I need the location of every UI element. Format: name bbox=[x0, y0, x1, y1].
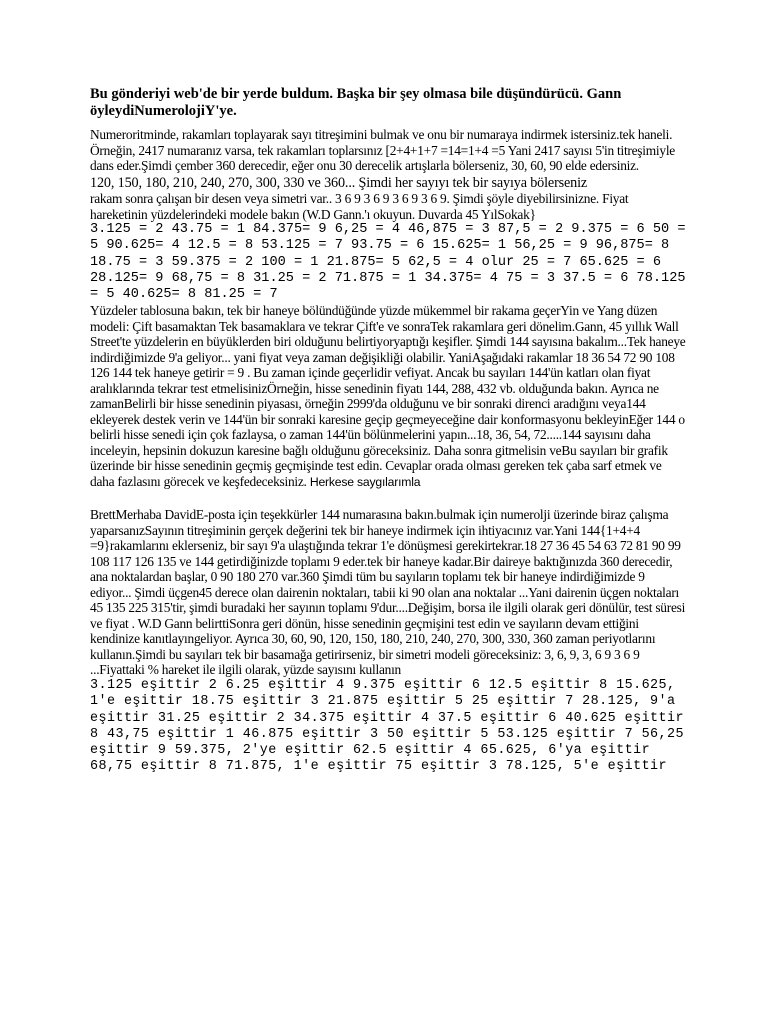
document-page bbox=[90, 86, 688, 776]
reply-paragraph: BrettMerhaba DavidE-posta için teşekkürler 144 numarasına bakın.bulmak için numerolji üzerinde biraz çalışma yaparsanızSayının titreşiminin gerçek değerini tek bir haneye indirmek için ihtiyacınız var.Yani 144{1+4+4 =9}rakamlarını eklerseniz, bir sayı 9'a ulaştığında tekrar 1'e dönüşmesi gerekirtekrar.18 27 36 45 54 63 72 81 90 99 108 117 126 135 ve 144 getirdiğinizde toplamı 9 eder.tek bir haneye kadar.Bir daireye baktığınızda 360 derecedir, ana noktalardan başlar, 0 90 180 270 var.360 Şimdi tüm bu sayıların toplamı tek bir haneye indirdiğimizde 9 ediyor... Şimdi üçgen45 derece olan dairenin noktaları, tabii ki 90 olan ana noktalar ...Yani dairenin üçgen noktaları 45 135 225 315'tir, şimdi buradaki her sayının toplamı 9'dur....Değişim, borsa ile ilgili olarak geri dönülür, test süresi ve fiyat . W.D Gann belirttiSonra geri dönün, hisse senedinin geçmişini test edin ve sayıların devam ettiğini kendinize kanıtlayıngeliyor. Ayrıca 30, 60, 90, 120, 150, 180, 210, 240, 270, 300, 330, 360 zaman periyotlarını kullanın.Şimdi bu sayıları tek bir basamağa getirirseniz, bir simetri modeli göreceksiniz: 3, 6, 9, 3, 6 9 3 6 9 ...Fiyattaki % hareket ile ilgili olarak, yüzde sayısını kullanın bbox=[90, 507, 686, 678]
symmetry-paragraph: rakam sonra çalışan bir desen veya simetri var.. 3 6 9 3 6 9 3 6 9 3 6 9. Şimdi şöyle diyebilirsinizne. Fiyat hareketinin yüzdelerindeki modele bakın (W.D Gann.'ı okuyun. Duvarda 45 YılSokak} bbox=[90, 191, 629, 222]
closing-text: Cevaplar orada olması gereken tek çaba sarf etmek ve daha fazlasını görecek ve keşfedeceksiniz. bbox=[90, 458, 662, 489]
greeting-text: Herkese saygılarımla bbox=[306, 474, 421, 489]
analysis-text: Yüzdeler tablosuna bakın, tek bir haneye bölündüğünde yüzde mükemmel bir rakama geçerYin ve Yang düzen modeli: Çift basamaktan Tek basamaklara ve tekrar Çift'e ve sonraTek rakamlara geri dönelim.Gann, 45 yıllık Wall Street'te yüzdelerin en büyüklerden biri olduğunu belirtiyoryaptığı keşifler. Şimdi 144 sayısına bakalım...Tek haneye indirdiğimizde 9'a geliyor... yani fiyat veya zaman değişikliği olabilir. YaniAşağıdaki rakamlar 18 36 54 72 90 108 126 144 tek haneye getirir = 9 . Bu zaman içinde geçerlidir vefiyat. Ancak bu sayıları 144'ün katları olan fiyat aralıklarında tekrar test etmelisinizÖrneğin, hisse senedinin fiyatı 144, 288, 432 vb. olduğunda bakın. Ayrıca ne zamanBelirli bir hisse senedinin piyasası, örneğin 2999'da olduğunu ve bir sonraki direnci aradığını veya144 ekleyerek destek verin ve 144'ün bir sonraki karesine geçip geçmeyeceğine dair konformasyonu bekleyinEğer 144 o belirli hisse senedi için çok fazlaysa, o zaman 144'ün bölünmelerini yapın...18, 36, 54, 72.....144 sayısını daha inceleyin, hepsinin dokuzun karesine bağlı olduğunu göreceksiniz. Daha sonra gitmelisin veBu sayıları bir grafik üzerinde bir hisse senedinin geçmiş geçmişinde test edin. bbox=[90, 303, 686, 474]
analysis-paragraph bbox=[90, 303, 688, 490]
intro-paragraph: Numeroritminde, rakamları toplayarak sayı titreşimini bulmak ve onu bir numaraya indirmek istersiniz.tek haneli. Örneğin, 2417 numaranız varsa, tek rakamları toplarsınız [2+4+1+7 =14=1+4 =5 Yani 2417 sayısı 5'in titreşimiyle dans eder.Şimdi çember 360 derecedir, eğer onu 30 derecelik artışlarla bölerseniz, 30, 60, 90 elde edersiniz. bbox=[90, 127, 675, 173]
paragraph-spacer bbox=[90, 490, 688, 507]
percentage-table: 3.125 = 2 43.75 = 1 84.375= 9 6,25 = 4 46,875 = 3 87,5 = 2 9.375 = 6 50 = 5 90.625= 4 12.5 = 8 53.125 = 7 93.75 = 6 15.625= 1 56,25 = 9 96,875= 8 18.75 = 3 59.375 = 2 100 = 1 21.875= 5 62,5 = 4 olur 25 = 7 65.625 = 6 28.125= 9 68,75 = 8 31.25 = 2 71.875 = 1 34.375= 4 75 = 3 37.5 = 6 78.125 = 5 40.625= 8 81.25 = 7 bbox=[90, 222, 686, 303]
percentage-equals-list: 3.125 eşittir 2 6.25 eşittir 4 9.375 eşittir 6 12.5 eşittir 8 15.625, 1'e eşittir 18.75 eşittir 3 21.875 eşittir 5 25 eşittir 7 28.125, 9'a eşittir 31.25 eşittir 2 34.375 eşittir 4 37.5 eşittir 6 40.625 eşittir 8 43,75 eşittir 1 46.875 eşittir 3 50 eşittir 5 53.125 eşittir 7 56,25 eşittir 9 59.375, 2'ye eşittir 62.5 eşittir 4 65.625, 6'ya eşittir 68,75 eşittir 8 71.875, 1'e eşittir 75 eşittir 3 78.125, 5'e eşittir bbox=[90, 677, 684, 775]
degree-sequence-line: 120, 150, 180, 210, 240, 270, 300, 330 ve 360... Şimdi her sayıyı tek bir sayıya bölerseniz bbox=[90, 174, 588, 191]
document-title: Bu gönderiyi web'de bir yerde buldum. Başka bir şey olmasa bile düşündürücü. Gann öyleydiNumerolojiY'ye. bbox=[90, 86, 622, 119]
